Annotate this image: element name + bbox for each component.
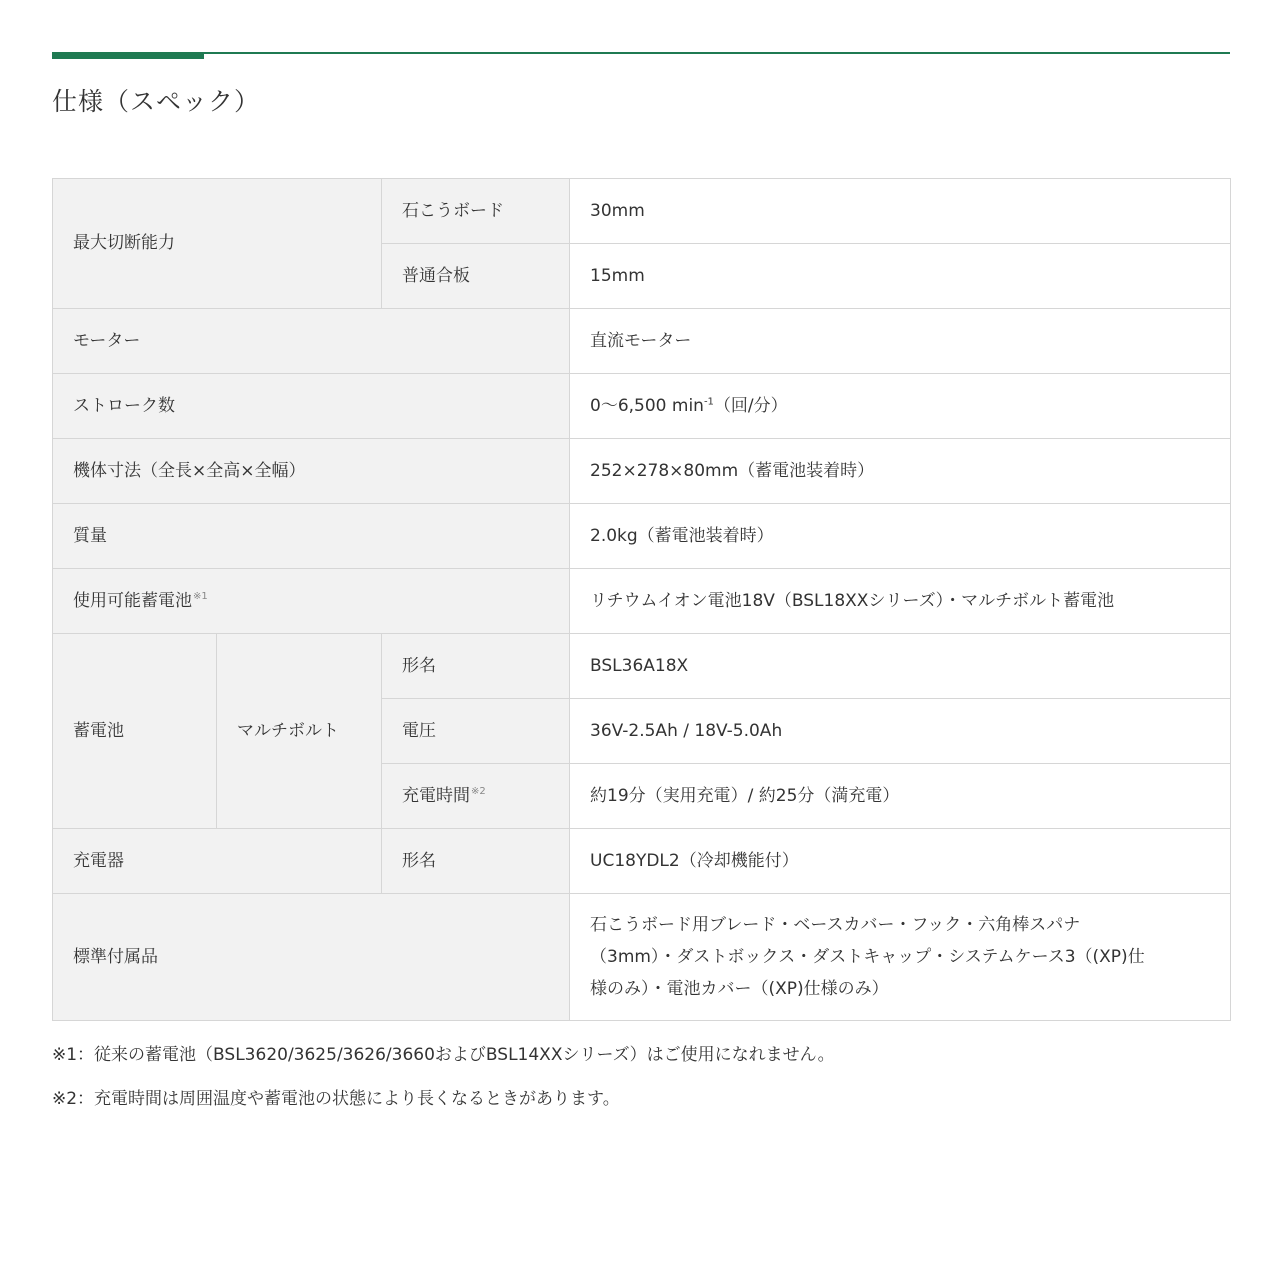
spec-value-motor: 直流モーター — [570, 309, 1231, 374]
table-row — [53, 179, 1231, 244]
spec-value-dimensions: 252×278×80mm（蓄電池装着時） — [570, 439, 1231, 504]
spec-value-accessories — [570, 894, 1231, 1021]
spec-value-gypsum: 30mm — [570, 179, 1231, 244]
spec-label-accessories: 標準付属品 — [53, 894, 570, 1021]
spec-label-dimensions: 機体寸法（全長×全高×全幅） — [53, 439, 570, 504]
footnote-mark-2: ※2 — [471, 786, 486, 798]
spec-value-battery-model: BSL36A18X — [570, 634, 1231, 699]
accessories-line: 石こうボード用ブレード・ベースカバー・フック・六角棒スパナ — [590, 915, 1081, 935]
accessories-line: 様のみ）・電池カバー（(XP)仕様のみ） — [590, 979, 889, 999]
spec-value-mass: 2.0kg（蓄電池装着時） — [570, 504, 1231, 569]
spec-sublabel-battery-model: 形名 — [382, 634, 570, 699]
spec-sublabel-voltage: 電圧 — [382, 699, 570, 764]
footnotes — [52, 1044, 1230, 1132]
footnote-mark-1: ※1 — [193, 591, 208, 603]
spec-table — [52, 178, 1231, 1021]
spec-label-stroke: ストローク数 — [53, 374, 570, 439]
spec-value-plywood: 15mm — [570, 244, 1231, 309]
table-row — [53, 504, 1231, 569]
stroke-unit-exponent: -1 — [703, 396, 714, 408]
spec-sublabel-charge-time — [382, 764, 570, 829]
footnote-1: ※1：従来の蓄電池（BSL3620/3625/3626/3660およびBSL14XXシリーズ）はご使用になれません。 — [52, 1045, 835, 1065]
section-divider — [52, 52, 1230, 54]
section-divider-accent — [52, 52, 204, 59]
table-row — [53, 569, 1231, 634]
spec-label-motor: モーター — [53, 309, 570, 374]
table-row — [53, 439, 1231, 504]
usable-battery-label-text: 使用可能蓄電池 — [73, 590, 192, 611]
table-row — [53, 829, 1231, 894]
spec-value-usable-battery: リチウムイオン電池18V（BSL18XXシリーズ）・マルチボルト蓄電池 — [570, 569, 1231, 634]
footnote-2: ※2：充電時間は周囲温度や蓄電池の状態により長くなるときがあります。 — [52, 1089, 620, 1109]
table-row — [53, 634, 1231, 699]
spec-value-voltage: 36V-2.5Ah / 18V-5.0Ah — [570, 699, 1231, 764]
stroke-unit-text: （回/分） — [713, 395, 788, 416]
spec-sublabel-gypsum: 石こうボード — [382, 179, 570, 244]
spec-sublabel-charger-model: 形名 — [382, 829, 570, 894]
spec-label-usable-battery — [53, 569, 570, 634]
spec-sublabel-multivolt: マルチボルト — [217, 634, 382, 829]
spec-value-stroke — [570, 374, 1231, 439]
table-row — [53, 309, 1231, 374]
spec-label-charger: 充電器 — [53, 829, 382, 894]
stroke-value-text: 0～6,500 min — [590, 395, 704, 416]
spec-label-mass: 質量 — [53, 504, 570, 569]
accessories-line: （3mm）・ダストボックス・ダストキャップ・システムケース3（(XP)仕 — [590, 947, 1145, 967]
spec-value-charge-time: 約19分（実用充電）/ 約25分（満充電） — [570, 764, 1231, 829]
table-row — [53, 894, 1231, 1021]
table-row — [53, 374, 1231, 439]
spec-sublabel-plywood: 普通合板 — [382, 244, 570, 309]
spec-label-battery: 蓄電池 — [53, 634, 217, 829]
charge-time-label-text: 充電時間 — [402, 785, 470, 806]
spec-label-max-cut: 最大切断能力 — [53, 179, 382, 309]
section-title: 仕様（スペック） — [52, 87, 261, 116]
spec-value-charger-model: UC18YDL2（冷却機能付） — [570, 829, 1231, 894]
